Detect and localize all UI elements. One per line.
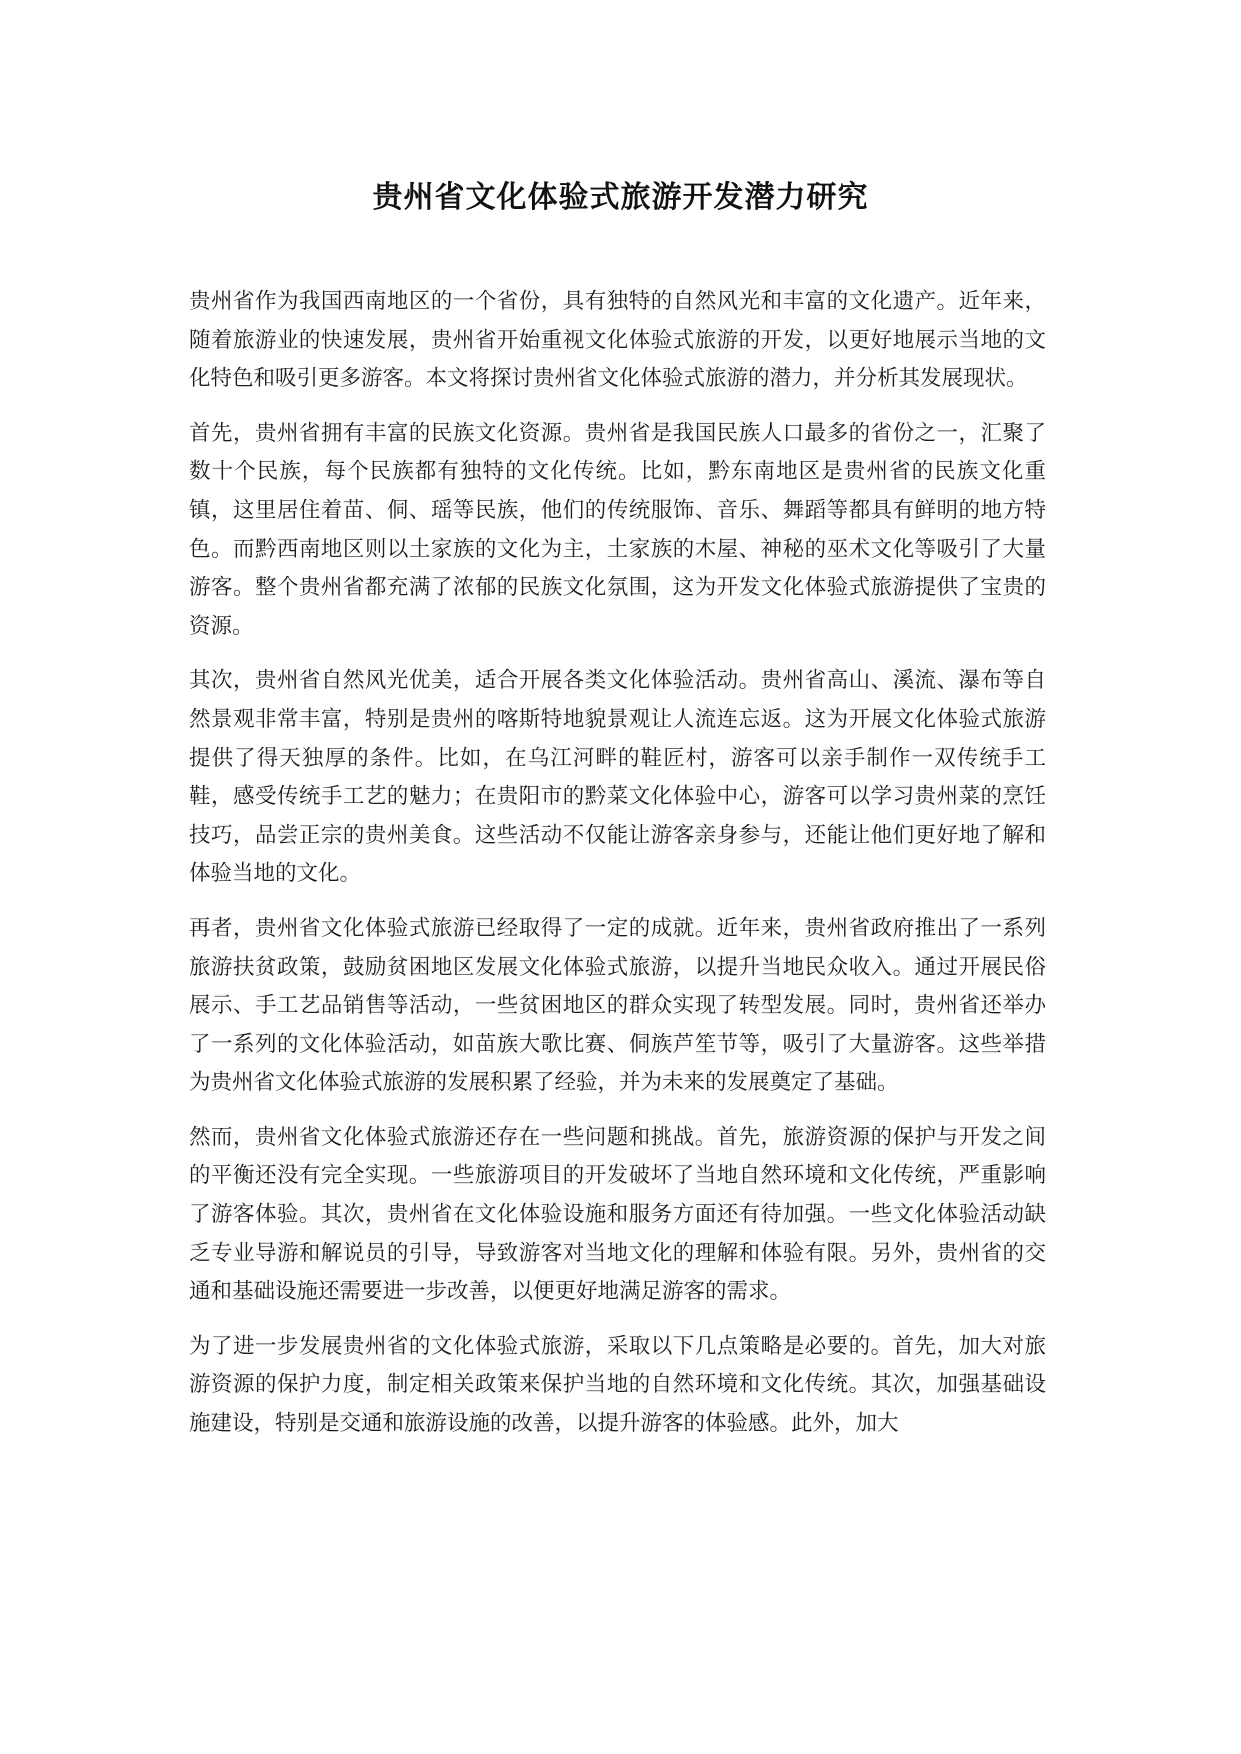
document-body bbox=[189, 283, 1046, 1460]
paragraph-achievements: 再者，贵州省文化体验式旅游已经取得了一定的成就。近年来，贵州省政府推出了一系列旅游扶贫政策，鼓励贫困地区发展文化体验式旅游，以提升当地民众收入。通过开展民俗展示、手工艺品销售等活动，一些贫困地区的群众实现了转型发展。同时，贵州省还举办了一系列的文化体验活动，如苗族大歌比赛、侗族芦笙节等，吸引了大量游客。这些举措为贵州省文化体验式旅游的发展积累了经验，并为未来的发展奠定了基础。 bbox=[189, 915, 1046, 1096]
document-title: 贵州省文化体验式旅游开发潜力研究 bbox=[372, 180, 869, 215]
paragraph-strategies: 为了进一步发展贵州省的文化体验式旅游，采取以下几点策略是必要的。首先，加大对旅游资源的保护力度，制定相关政策来保护当地的自然环境和文化传统。其次，加强基础设施建设，特别是交通和旅游设施的改善，以提升游客的体验感。此外，加大 bbox=[189, 1333, 1046, 1437]
paragraph-ethnic-culture: 首先，贵州省拥有丰富的民族文化资源。贵州省是我国民族人口最多的省份之一，汇聚了数十个民族，每个民族都有独特的文化传统。比如，黔东南地区是贵州省的民族文化重镇，这里居住着苗、侗、瑶等民族，他们的传统服饰、音乐、舞蹈等都具有鲜明的地方特色。而黔西南地区则以土家族的文化为主，土家族的木屋、神秘的巫术文化等吸引了大量游客。整个贵州省都充满了浓郁的民族文化氛围，这为开发文化体验式旅游提供了宝贵的资源。 bbox=[189, 420, 1046, 639]
paragraph-natural-scenery: 其次，贵州省自然风光优美，适合开展各类文化体验活动。贵州省高山、溪流、瀑布等自然景观非常丰富，特别是贵州的喀斯特地貌景观让人流连忘返。这为开展文化体验式旅游提供了得天独厚的条件。比如，在乌江河畔的鞋匠村，游客可以亲手制作一双传统手工鞋，感受传统手工艺的魅力；在贵阳市的黔菜文化体验中心，游客可以学习贵州菜的烹饪技巧，品尝正宗的贵州美食。这些活动不仅能让游客亲身参与，还能让他们更好地了解和体验当地的文化。 bbox=[189, 668, 1046, 887]
paragraph-intro: 贵州省作为我国西南地区的一个省份，具有独特的自然风光和丰富的文化遗产。近年来，随着旅游业的快速发展，贵州省开始重视文化体验式旅游的开发，以更好地展示当地的文化特色和吸引更多游客。本文将探讨贵州省文化体验式旅游的潜力，并分析其发展现状。 bbox=[189, 289, 1046, 392]
paragraph-challenges: 然而，贵州省文化体验式旅游还存在一些问题和挑战。首先，旅游资源的保护与开发之间的平衡还没有完全实现。一些旅游项目的开发破坏了当地自然环境和文化传统，严重影响了游客体验。其次，贵州省在文化体验设施和服务方面还有待加强。一些文化体验活动缺乏专业导游和解说员的引导，导致游客对当地文化的理解和体验有限。另外，贵州省的交通和基础设施还需要进一步改善，以便更好地满足游客的需求。 bbox=[189, 1124, 1046, 1305]
